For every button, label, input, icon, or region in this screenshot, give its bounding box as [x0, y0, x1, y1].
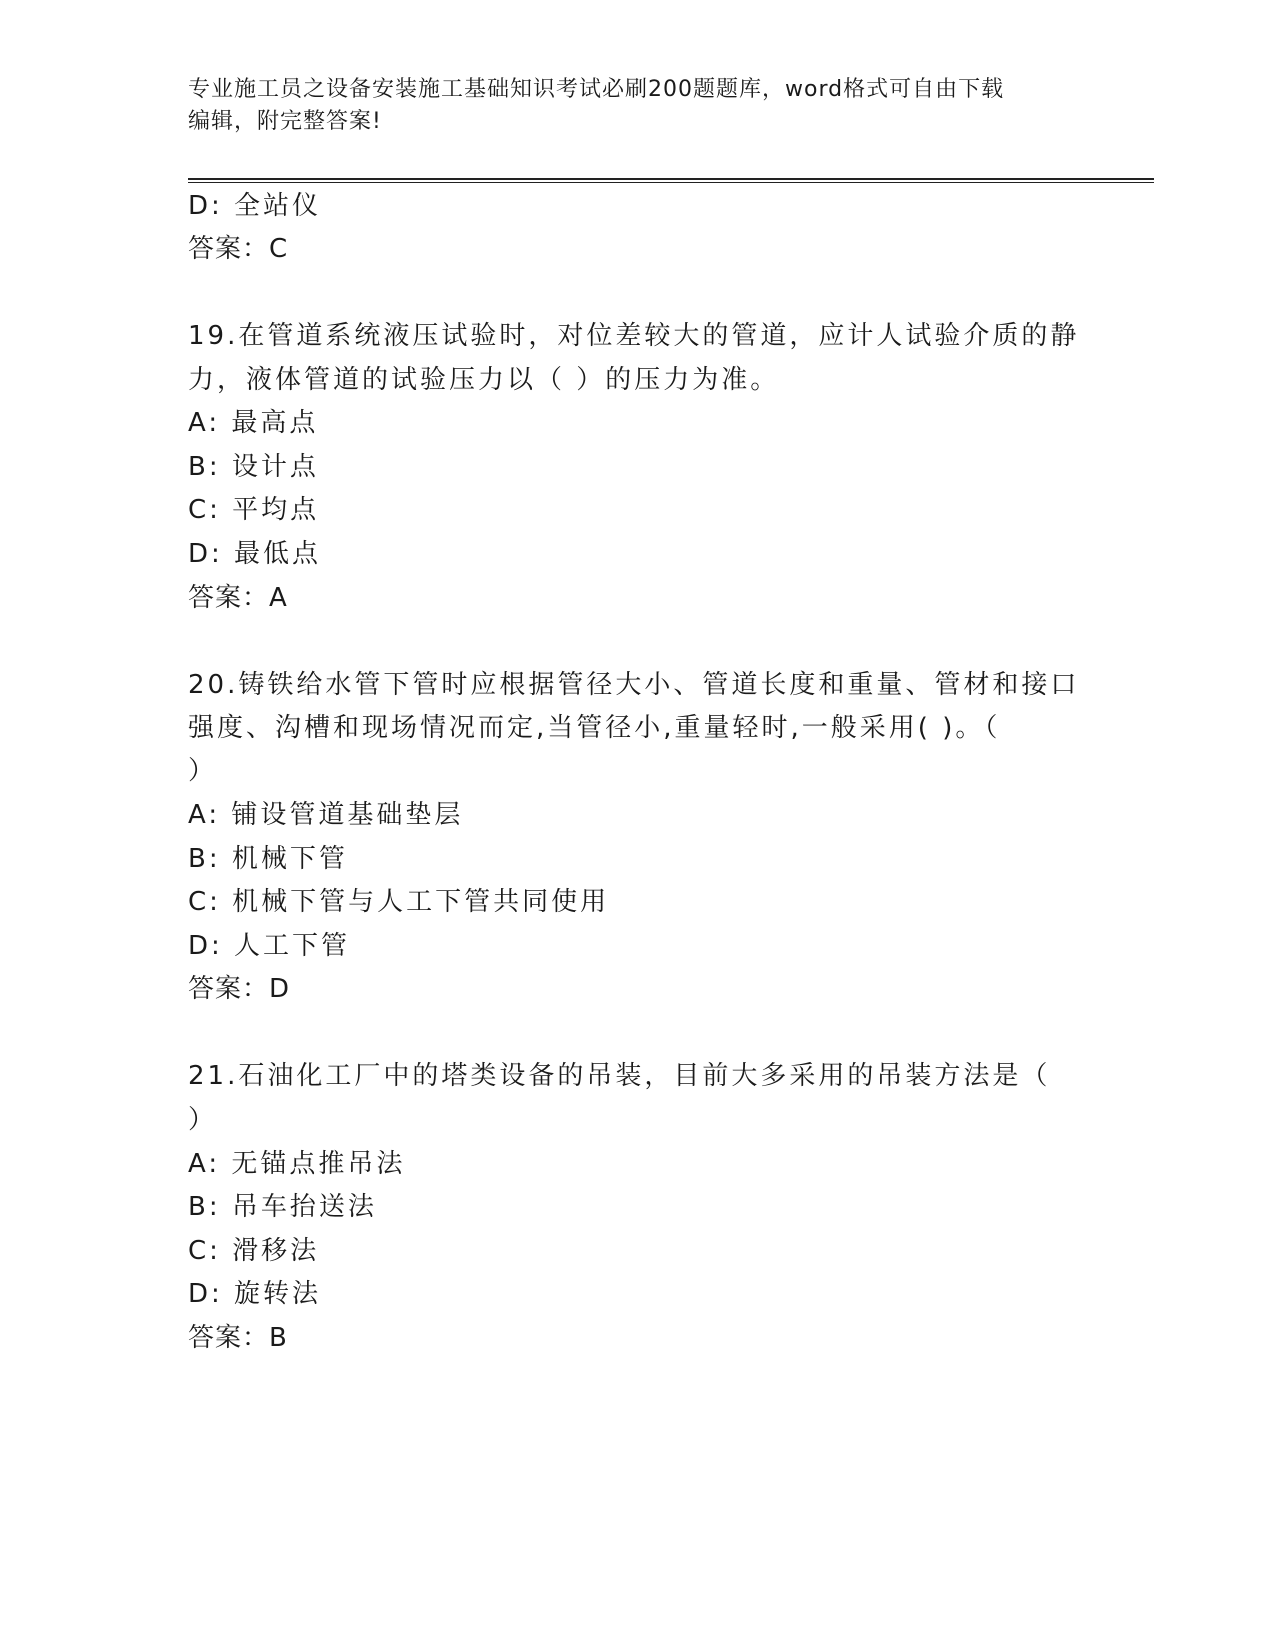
q20-option-a: A: 铺设管道基础垫层	[188, 800, 464, 830]
q19-answer: 答案：A	[188, 583, 288, 613]
q20-stem-line-2: 强度、沟槽和现场情况而定,当管径小,重量轻时,一般采用( )。（	[188, 713, 1001, 743]
q21-stem-line-1: 21.石油化工厂中的塔类设备的吊装，目前大多采用的吊装方法是（	[188, 1061, 1051, 1091]
header-title-line-1: 专业施工员之设备安装施工基础知识考试必刷200题题库，word格式可自由下载	[188, 77, 1005, 102]
q19-option-b: B: 设计点	[188, 452, 319, 482]
header-divider	[188, 178, 1154, 183]
prev-option-d: D: 全站仪	[188, 191, 322, 221]
q19-option-c: C: 平均点	[188, 495, 320, 525]
q19-option-d: D: 最低点	[188, 539, 322, 569]
q21-answer: 答案：B	[188, 1323, 288, 1353]
q20-option-b: B: 机械下管	[188, 844, 348, 874]
q20-answer: 答案：D	[188, 974, 291, 1004]
q19-stem-line-2: 力，液体管道的试验压力以（ ）的压力为准。	[188, 365, 780, 395]
q21-option-d: D: 旋转法	[188, 1279, 322, 1309]
q21-option-a: A: 无锚点推吊法	[188, 1149, 406, 1179]
q19-option-a: A: 最高点	[188, 408, 319, 438]
prev-answer: 答案：C	[188, 234, 289, 264]
q20-stem-line-1: 20.铸铁给水管下管时应根据管径大小、管道长度和重量、管材和接口	[188, 670, 1080, 700]
q21-option-c: C: 滑移法	[188, 1236, 320, 1266]
header-title-line-2: 编辑，附完整答案!	[188, 109, 382, 134]
page-header	[188, 74, 1088, 138]
q20-stem-line-3: ）	[188, 756, 218, 786]
q19-stem-line-1: 19.在管道系统液压试验时，对位差较大的管道，应计人试验介质的静	[188, 321, 1080, 351]
q20-option-d: D: 人工下管	[188, 931, 351, 961]
q21-stem-line-2: ）	[188, 1105, 218, 1135]
q21-option-b: B: 吊车抬送法	[188, 1192, 377, 1222]
q20-option-c: C: 机械下管与人工下管共同使用	[188, 887, 610, 917]
